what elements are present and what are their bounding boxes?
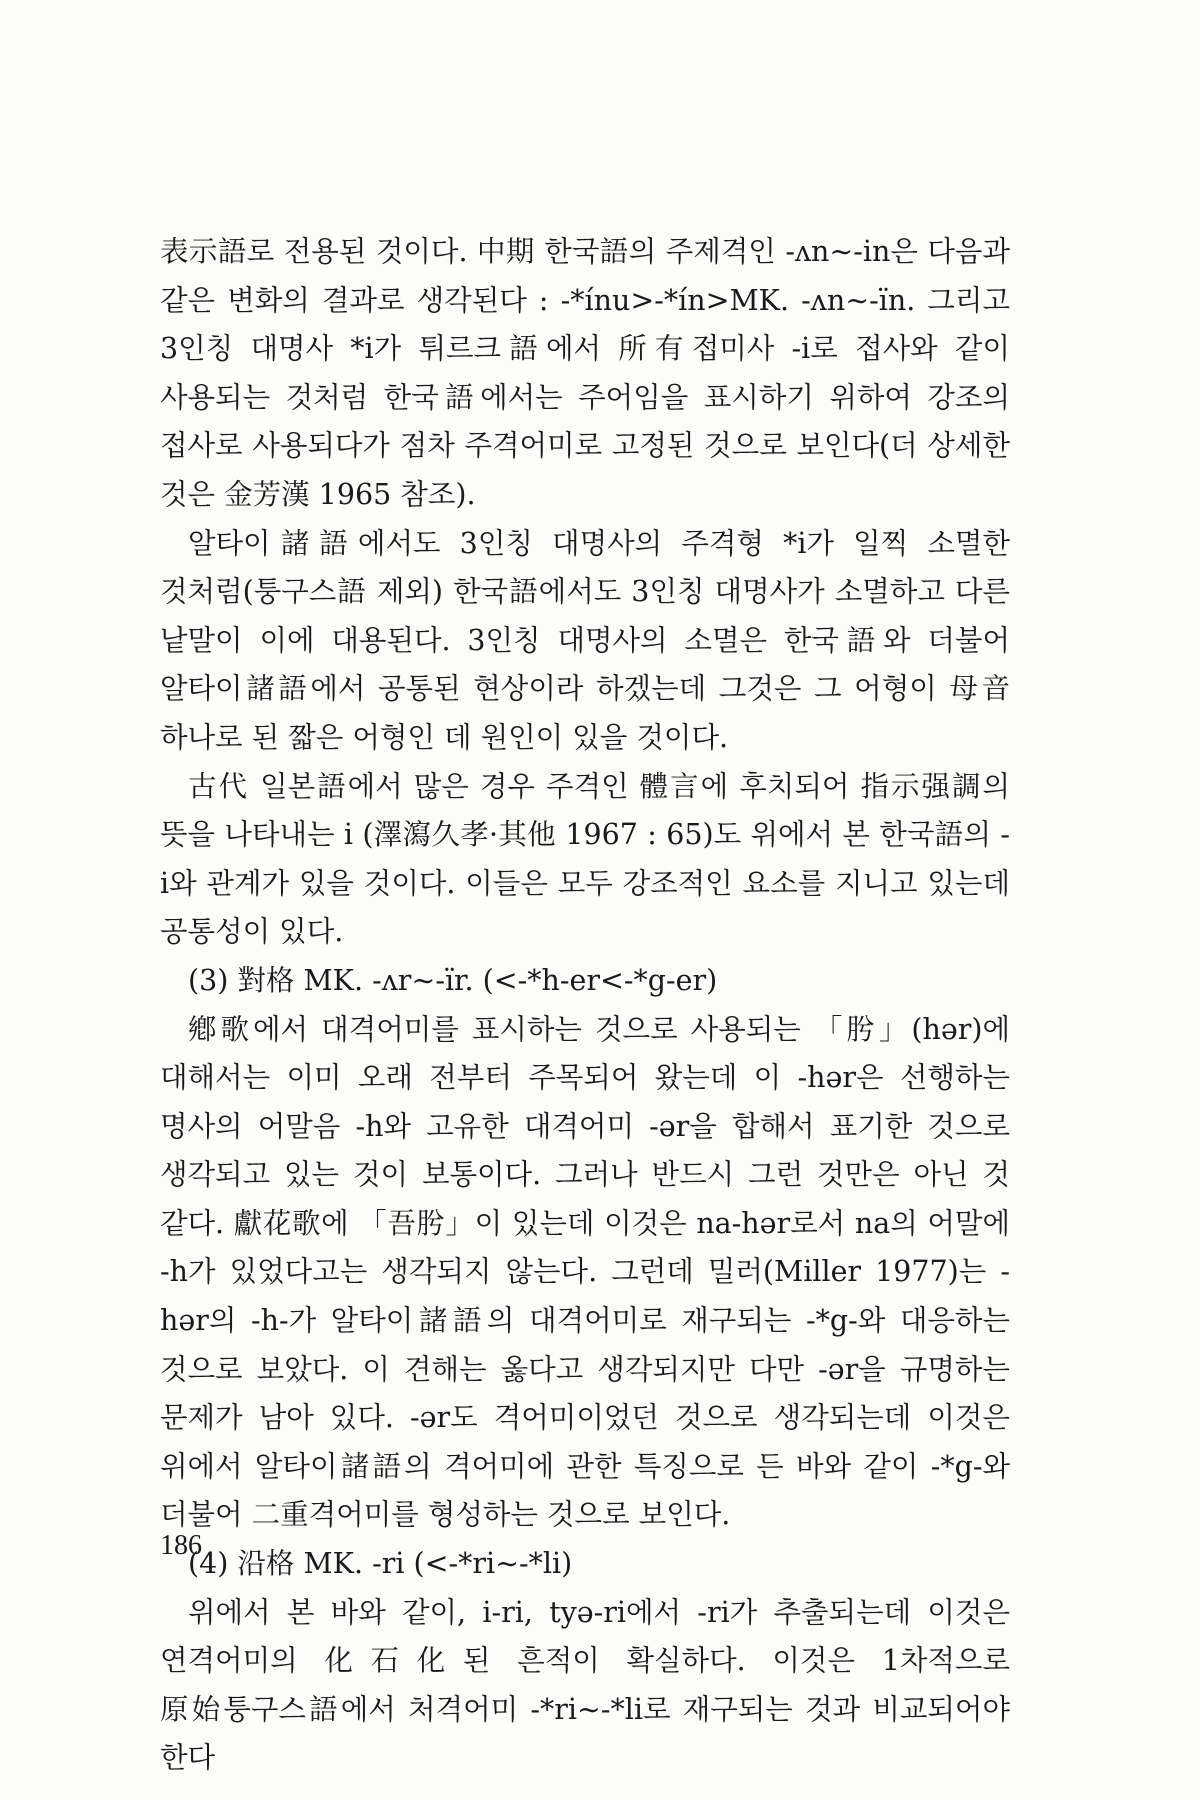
paragraph-4: 鄕歌에서 대격어미를 표시하는 것으로 사용되는 「肹」(hər)에 대해서는 이미 오래 전부터 주목되어 왔는데 이 -hər은 선행하는 명사의 어말음 -h와 고유한 대격어미 -ər을 합해서 표기한 것으로 생각되고 있는 것이 보통이다. 그러나 반드시 그런 것만은 아닌 것 같다. 獻花歌에 「吾肹」이 있는데 이것은 na-hər로서 na의 어말에 -h가 있었다고는 생각되지 않는다. 그런데 밀러(Miller 1977)는 -hər의 -h-가 알타이諸語의 대격어미로 재구되는 -*g-와 대응하는 것으로 보았다. 이 견해는 옳다고 생각되지만 다만 -ər을 규명하는 문제가 남아 있다. -ər도 격어미이었던 것으로 생각되는데 이것은 위에서 알타이諸語의 격어미에 관한 특징으로 든 바와 같이 -*g-와 더불어 二重격어미를 형성하는 것으로 보인다. [160, 1012, 1010, 1532]
paragraph-3: 古代 일본語에서 많은 경우 주격인 體言에 후치되어 指示强調의 뜻을 나타내는 i (澤瀉久孝·其他 1967 : 65)도 위에서 본 한국語의 -i와 관계가 있을 것이다. 이들은 모두 강조적인 요소를 지니고 있는데 공통성이 있다. [160, 769, 1010, 949]
page-number: 186 [160, 1530, 202, 1561]
paragraph-2: 알타이諸語에서도 3인칭 대명사의 주격형 *i가 일찍 소멸한 것처럼(퉁구스語 제외) 한국語에서도 3인칭 대명사가 소멸하고 다른 낱말이 이에 대용된다. 3인칭 대명사의 소멸은 한국語와 더불어 알타이諸語에서 공통된 현상이라 하겠는데 그것은 그 어형이 母音 하나로 된 짧은 어형인 데 원인이 있을 것이다. [160, 526, 1010, 754]
body-text [160, 228, 1010, 1783]
section-heading-prolative: (4) 沿格 MK. -ri (<-*ri∼-*li) [188, 1547, 573, 1581]
paragraph-1: 表示語로 전용된 것이다. 中期 한국語의 주제격인 -ʌn∼-in은 다음과 같은 변화의 결과로 생각된다 : -*ínu>-*ín>MK. -ʌn∼-ïn. 그리고 3인칭 대명사 *i가 튀르크語에서 所有접미사 -i로 접사와 같이 사용되는 것처럼 한국語에서는 주어임을 표시하기 위하여 강조의 접사로 사용되다가 점차 주격어미로 고정된 것으로 보인다(더 상세한 것은 金芳漢 1965 참조). [160, 235, 1010, 511]
section-heading-accusative: (3) 對格 MK. -ʌr∼-ïr. (<-*h-er<-*g-er) [188, 963, 718, 997]
paragraph-5: 위에서 본 바와 같이, i-ri, tyə-ri에서 -ri가 추출되는데 이것은 연격어미의 化石化된 흔적이 확실하다. 이것은 1차적으로 原始퉁구스語에서 처격어미 -*ri∼-*li로 재구되는 것과 비교되어야 한다 [160, 1595, 1010, 1775]
